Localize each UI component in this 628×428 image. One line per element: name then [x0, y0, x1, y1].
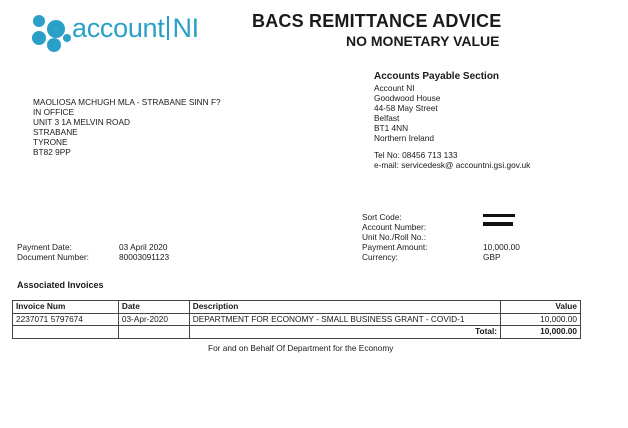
- invoice-value-cell: 10,000.00: [501, 313, 581, 326]
- payment-date-value: 03 April 2020: [119, 242, 168, 252]
- currency-label: Currency:: [362, 252, 398, 262]
- payment-amount-value: 10,000.00: [483, 242, 520, 252]
- sort-code-label: Sort Code:: [362, 212, 402, 222]
- payment-values: [119, 242, 169, 262]
- invoice-number-cell: 2237071 5797674: [13, 313, 119, 326]
- payer-address: [374, 83, 440, 143]
- empty-cell: [13, 326, 119, 339]
- total-row: [13, 326, 581, 339]
- payer-line: Goodwood House: [374, 93, 441, 103]
- currency-value: GBP: [483, 252, 501, 262]
- payer-line: BT1 4NN: [374, 123, 409, 133]
- total-value: 10,000.00: [501, 326, 581, 339]
- payer-line: 44-58 May Street: [374, 103, 438, 113]
- logo-mark-icon: [30, 12, 74, 54]
- recipient-line: MAOLIOSA MCHUGH MLA - STRABANE SINN F?: [33, 97, 221, 107]
- payer-line: Belfast: [374, 113, 400, 123]
- bank-values: [483, 242, 520, 262]
- bank-labels: [362, 212, 428, 262]
- document-subtitle: NO MONETARY VALUE: [346, 33, 500, 49]
- empty-cell: [118, 326, 189, 339]
- recipient-line: IN OFFICE: [33, 107, 75, 117]
- accounts-payable-heading: Accounts Payable Section: [374, 71, 500, 82]
- payer-line: Account NI: [374, 83, 415, 93]
- payment-amount-label: Payment Amount:: [362, 242, 428, 252]
- invoice-date-cell: 03-Apr-2020: [118, 313, 189, 326]
- table-header-row: [13, 301, 581, 314]
- recipient-line: STRABANE: [33, 127, 78, 137]
- payer-contact: [374, 150, 530, 170]
- logo-text-ni: NI: [172, 13, 199, 43]
- column-header: Invoice Num: [13, 301, 119, 314]
- redacted-account-number: [483, 222, 513, 226]
- recipient-line: BT82 9PP: [33, 147, 71, 157]
- document-title: BACS REMITTANCE ADVICE: [252, 11, 502, 31]
- redacted-sort-code: [483, 214, 515, 217]
- recipient-line: TYRONE: [33, 137, 68, 147]
- column-header: Value: [501, 301, 581, 314]
- document-number-label: Document Number:: [17, 252, 89, 262]
- account-number-label: Account Number:: [362, 222, 427, 232]
- recipient-line: UNIT 3 1A MELVIN ROAD: [33, 117, 130, 127]
- table-row: [13, 313, 581, 326]
- recipient-address: [33, 97, 221, 157]
- logo-text-account: account: [72, 13, 165, 43]
- payer-tel: Tel No: 08456 713 133: [374, 150, 458, 160]
- payer-line: Northern Ireland: [374, 133, 434, 143]
- invoice-description-cell: DEPARTMENT FOR ECONOMY - SMALL BUSINESS GRANT - COVID-1: [189, 313, 500, 326]
- logo-wordmark: [72, 13, 199, 44]
- logo-separator: [167, 16, 169, 40]
- footer-note: For and on Behalf Of Department for the Economy: [208, 343, 394, 353]
- column-header: Date: [118, 301, 189, 314]
- document-number-value: 80003091123: [119, 252, 170, 262]
- unit-roll-label: Unit No./Roll No.:: [362, 232, 427, 242]
- payment-labels: [17, 242, 89, 262]
- invoices-table: [12, 300, 581, 339]
- column-header: Description: [189, 301, 500, 314]
- payer-email: e-mail: servicedesk@ accountni.gsi.gov.uk: [374, 160, 531, 170]
- invoices-heading: Associated Invoices: [17, 280, 104, 290]
- payment-date-label: Payment Date:: [17, 242, 72, 252]
- total-label: Total:: [189, 326, 500, 339]
